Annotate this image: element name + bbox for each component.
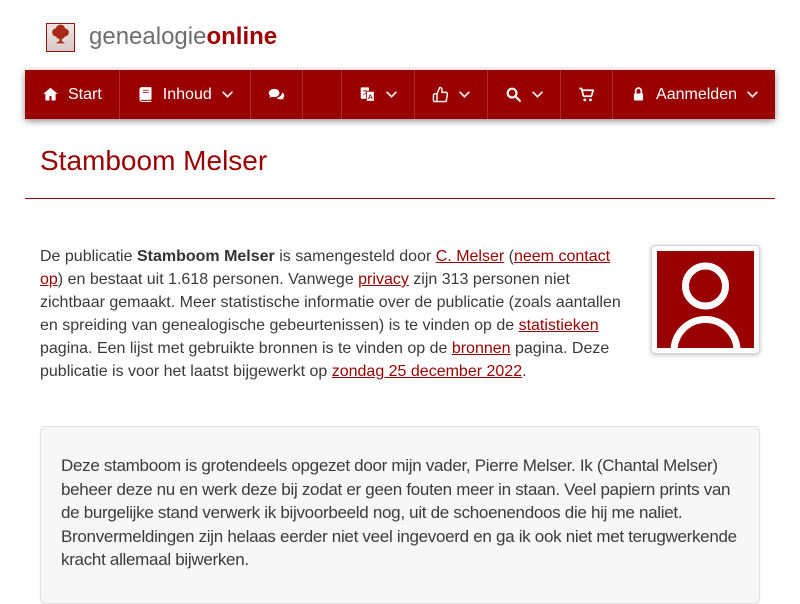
person-avatar-icon xyxy=(657,251,754,348)
page-container xyxy=(25,0,775,604)
intro-text: De publicatie xyxy=(40,248,137,265)
nav-recommend[interactable] xyxy=(415,70,488,119)
nav-inhoud[interactable] xyxy=(120,70,251,119)
intro-text: . xyxy=(522,363,527,380)
home-icon xyxy=(42,86,59,103)
chevron-down-icon xyxy=(746,91,758,98)
last-updated-link[interactable]: zondag 25 december 2022 xyxy=(331,363,523,380)
intro-text: pagina. Een lijst met gebruikte bronnen is te vinden op de xyxy=(40,340,452,357)
chevron-down-icon xyxy=(531,91,543,98)
nav-inhoud-label: Inhoud xyxy=(162,85,212,103)
publication-avatar[interactable] xyxy=(651,245,760,354)
intro-text: ( xyxy=(504,248,514,265)
tree-icon xyxy=(48,22,73,52)
thumbs-up-icon xyxy=(432,86,449,103)
brand-gray: genealogie xyxy=(89,23,207,50)
nav-comments[interactable] xyxy=(251,70,303,119)
chevron-down-icon xyxy=(221,91,233,98)
brand-red: online xyxy=(206,23,278,50)
title-divider xyxy=(25,198,775,199)
owner-note-text: Deze stamboom is grotendeels opgezet door mijn vader, Pierre Melser. Ik (Chantal Melser) beheer deze nu en werk deze bij zodat er geen fouten meer in staan. Veel papiern prints van de burgelijke stand verwerk ik bijvoorbeeld nog, uit de schoenendoos die hij me naliet. Bronvermeldingen zijn helaas eerder niet veel ingevoerd en ga ik ook niet met terugwerkende kracht allemaal bijwerken. xyxy=(61,456,737,569)
language-icon xyxy=(359,86,376,103)
intro-text: zijn 313 personen niet zichtbaar gemaakt. Meer statistische informatie over de publicatie (zoals aantallen en spreiding van genealogische gebeurtenissen) is te vinden op de xyxy=(40,271,621,334)
cart-icon xyxy=(578,86,595,103)
svg-text:A: A xyxy=(367,93,373,101)
intro-text: pagina. Deze publicatie is voor het laatst bijgewerkt op xyxy=(40,340,610,380)
main-content xyxy=(25,245,775,604)
intro-text: ) en bestaat uit 1.618 personen. Vanwege xyxy=(57,271,359,288)
nav-start-label: Start xyxy=(68,85,102,103)
contact-link[interactable]: neem contact op xyxy=(40,248,611,288)
page-title: Stamboom Melser xyxy=(40,145,268,176)
comments-icon xyxy=(268,86,285,103)
nav-start[interactable] xyxy=(25,70,120,119)
site-logo[interactable] xyxy=(46,23,75,52)
chevron-down-icon xyxy=(385,91,397,98)
book-icon xyxy=(137,86,154,103)
nav-spacer xyxy=(303,70,342,119)
brand-title[interactable] xyxy=(89,23,277,51)
sources-link[interactable]: bronnen xyxy=(451,340,511,357)
search-icon xyxy=(505,86,522,103)
nav-aanmelden[interactable] xyxy=(613,70,775,119)
nav-search[interactable] xyxy=(488,70,561,119)
owner-note-box xyxy=(40,426,760,604)
author-link[interactable]: C. Melser xyxy=(435,248,505,265)
nav-language[interactable] xyxy=(342,70,415,119)
nav-cart[interactable] xyxy=(561,70,613,119)
chevron-down-icon xyxy=(458,91,470,98)
statistics-link[interactable]: statistieken xyxy=(518,317,599,334)
intro-text: is samengesteld door xyxy=(274,248,436,265)
privacy-link[interactable]: privacy xyxy=(358,271,409,288)
site-header xyxy=(25,0,775,70)
publication-name: Stamboom Melser xyxy=(136,248,275,265)
lock-icon xyxy=(630,86,647,103)
main-nav xyxy=(25,70,775,119)
nav-aanmelden-label: Aanmelden xyxy=(656,85,737,103)
